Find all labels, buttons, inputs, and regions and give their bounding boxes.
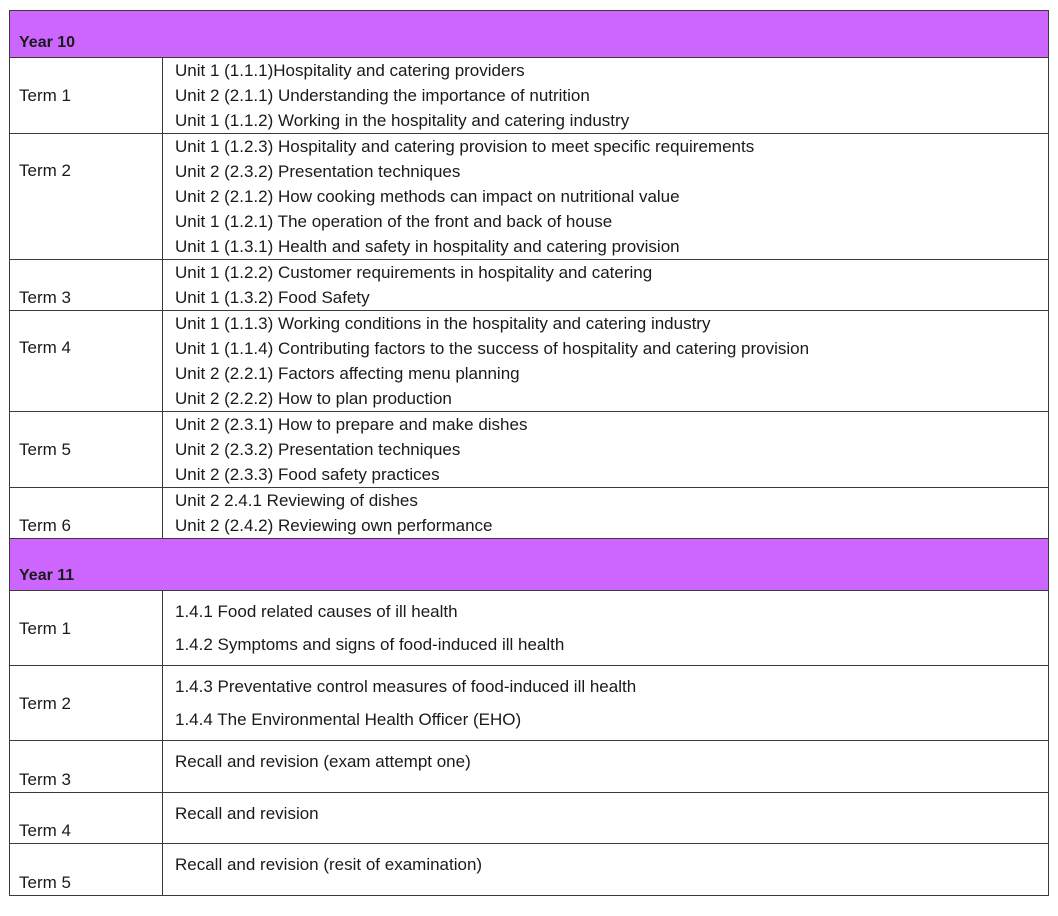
term-label: Term 5: [10, 844, 163, 896]
topic-item: 1.4.3 Preventative control measures of food-induced ill health: [175, 677, 637, 696]
table-row: [10, 591, 1049, 666]
topics-cell: [163, 58, 1049, 134]
topic-item: Unit 1 (1.2.2) Customer requirements in hospitality and catering: [175, 263, 653, 282]
topic-item: Recall and revision: [175, 804, 319, 823]
topics-cell: [163, 488, 1049, 539]
table-row: [10, 134, 1049, 260]
table-row: [10, 260, 1049, 311]
topic-item: Unit 1 (1.2.1) The operation of the front and back of house: [175, 212, 613, 231]
topic-item: Unit 1 (1.1.3) Working conditions in the hospitality and catering industry: [175, 314, 711, 333]
topic-item: 1.4.2 Symptoms and signs of food-induced ill health: [175, 635, 565, 654]
topic-item: Unit 1 (1.3.2) Food Safety: [175, 288, 370, 307]
table-row: [10, 741, 1049, 793]
topic-item: Unit 2 (2.3.1) How to prepare and make dishes: [175, 415, 528, 434]
year-header-row: [10, 539, 1049, 591]
topic-item: 1.4.1 Food related causes of ill health: [175, 602, 458, 621]
topic-item: Unit 1 (1.1.4) Contributing factors to the success of hospitality and catering provision: [175, 339, 810, 358]
topic-item: Unit 2 2.4.1 Reviewing of dishes: [175, 491, 418, 510]
term-label: Term 5: [10, 412, 163, 488]
topic-item: Unit 2 (2.1.2) How cooking methods can impact on nutritional value: [175, 187, 680, 206]
topic-item: Unit 1 (1.3.1) Health and safety in hospitality and catering provision: [175, 237, 680, 256]
topics-cell: [163, 311, 1049, 412]
topic-item: Unit 2 (2.2.1) Factors affecting menu planning: [175, 364, 520, 383]
topic-item: Unit 2 (2.3.3) Food safety practices: [175, 465, 440, 484]
year-header-row: [10, 11, 1049, 58]
topic-item: Unit 2 (2.2.2) How to plan production: [175, 389, 452, 408]
term-label: Term 2: [10, 666, 163, 741]
term-label: Term 4: [10, 793, 163, 844]
term-label: Term 3: [10, 260, 163, 311]
table-row: [10, 844, 1049, 896]
topic-item: Unit 1 (1.2.3) Hospitality and catering provision to meet specific requirements: [175, 137, 755, 156]
table-row: [10, 666, 1049, 741]
term-label: Term 1: [10, 58, 163, 134]
topics-cell: [163, 591, 1049, 666]
topic-item: Unit 1 (1.1.1)Hospitality and catering providers: [175, 61, 525, 80]
table-row: [10, 412, 1049, 488]
table-row: [10, 311, 1049, 412]
topic-item: Unit 2 (2.1.1) Understanding the importance of nutrition: [175, 86, 590, 105]
curriculum-table: [9, 10, 1049, 896]
topic-item: 1.4.4 The Environmental Health Officer (EHO): [175, 710, 522, 729]
year-title: Year 11: [10, 539, 1049, 591]
table-row: [10, 58, 1049, 134]
topic-item: Unit 2 (2.3.2) Presentation techniques: [175, 440, 461, 459]
table-row: [10, 793, 1049, 844]
topics-cell: [163, 134, 1049, 260]
term-label: Term 3: [10, 741, 163, 793]
topic-item: Unit 2 (2.4.2) Reviewing own performance: [175, 516, 493, 535]
term-label: Term 6: [10, 488, 163, 539]
topics-cell: [163, 666, 1049, 741]
term-label: Term 4: [10, 311, 163, 412]
topics-cell: [163, 844, 1049, 896]
topic-item: Unit 2 (2.3.2) Presentation techniques: [175, 162, 461, 181]
topics-cell: [163, 741, 1049, 793]
topics-cell: [163, 793, 1049, 844]
topics-cell: [163, 412, 1049, 488]
term-label: Term 2: [10, 134, 163, 260]
topic-item: Recall and revision (resit of examination): [175, 855, 483, 874]
table-row: [10, 488, 1049, 539]
topic-item: Recall and revision (exam attempt one): [175, 752, 471, 771]
topic-item: Unit 1 (1.1.2) Working in the hospitality and catering industry: [175, 111, 630, 130]
year-title: Year 10: [10, 11, 1049, 58]
topics-cell: [163, 260, 1049, 311]
term-label: Term 1: [10, 591, 163, 666]
